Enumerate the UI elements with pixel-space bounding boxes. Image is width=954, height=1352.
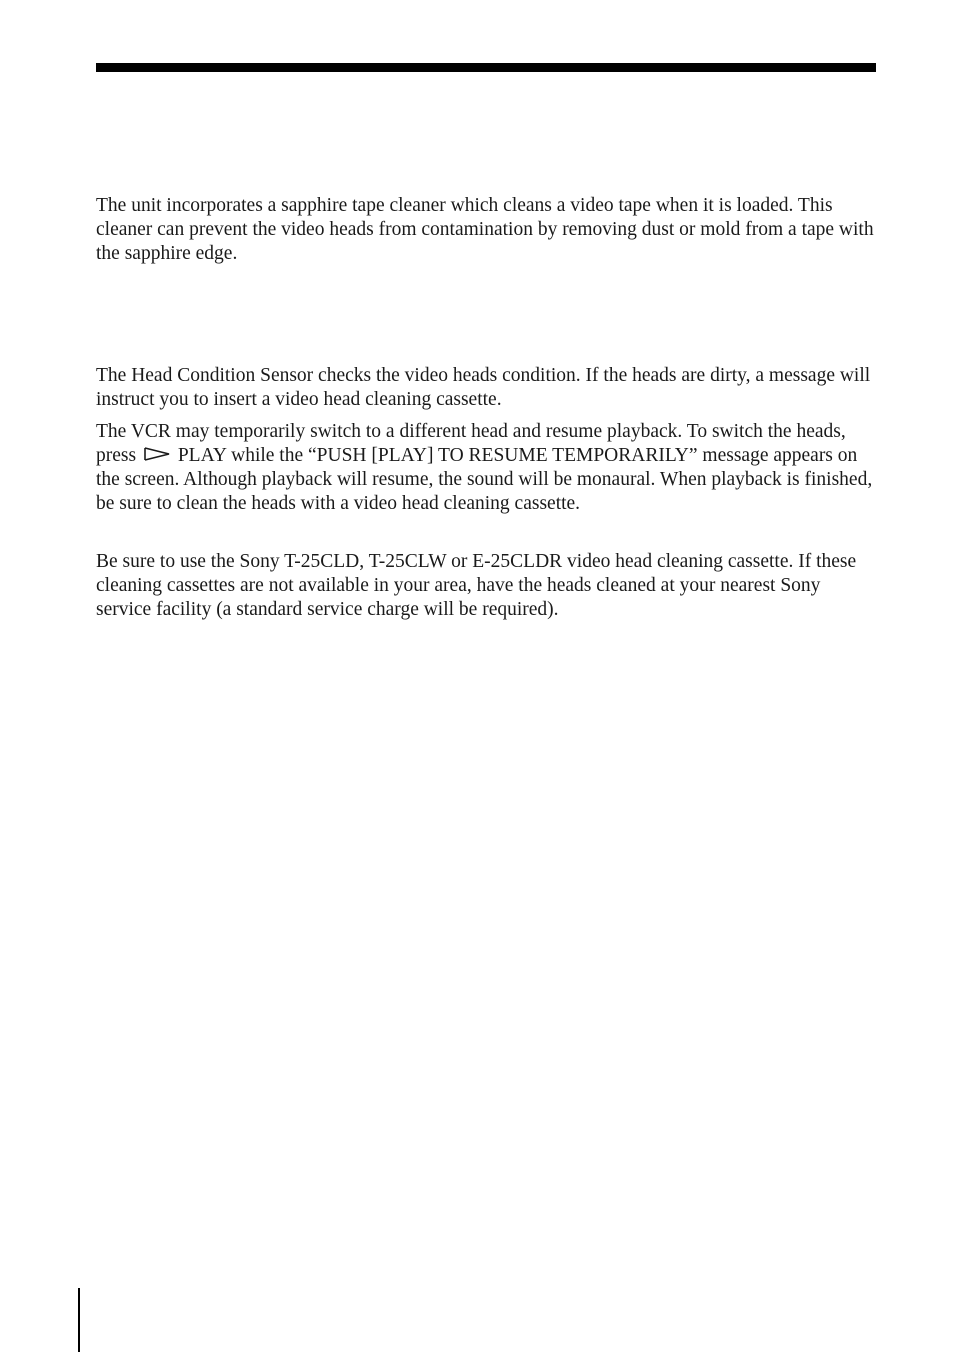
cleaning-cassette-paragraph: Be sure to use the Sony T-25CLD, T-25CLW or E-25CLDR video head cleaning cassette. If these cleaning cassettes are not available in your area, have the heads cleaned at your nearest Sony service facility (a standard service charge will be required). xyxy=(96,551,857,620)
header-rule xyxy=(96,63,876,72)
play-icon xyxy=(143,447,171,461)
margin-line xyxy=(78,1288,80,1352)
head-switch-paragraph xyxy=(96,420,876,516)
head-sensor-paragraph: The Head Condition Sensor checks the video heads condition. If the heads are dirty, a message will instruct you to insert a video head cleaning cassette. xyxy=(96,365,871,410)
tape-cleaner-paragraph: The unit incorporates a sapphire tape cleaner which cleans a video tape when it is loaded. This cleaner can prevent the video heads from contamination by removing dust or mold from a tape with the sapphire edge. xyxy=(96,195,874,264)
head-switch-text-before: The VCR may temporarily switch to a different head and resume playback. To switch the heads, press xyxy=(96,421,846,466)
head-switch-text-after: PLAY while the “PUSH [PLAY] TO RESUME TEMPORARILY” message appears on the screen. Although playback will resume, the sound will be monaural. When playback is finished, be sure to clean the heads with a video head cleaning cassette. xyxy=(96,445,873,514)
